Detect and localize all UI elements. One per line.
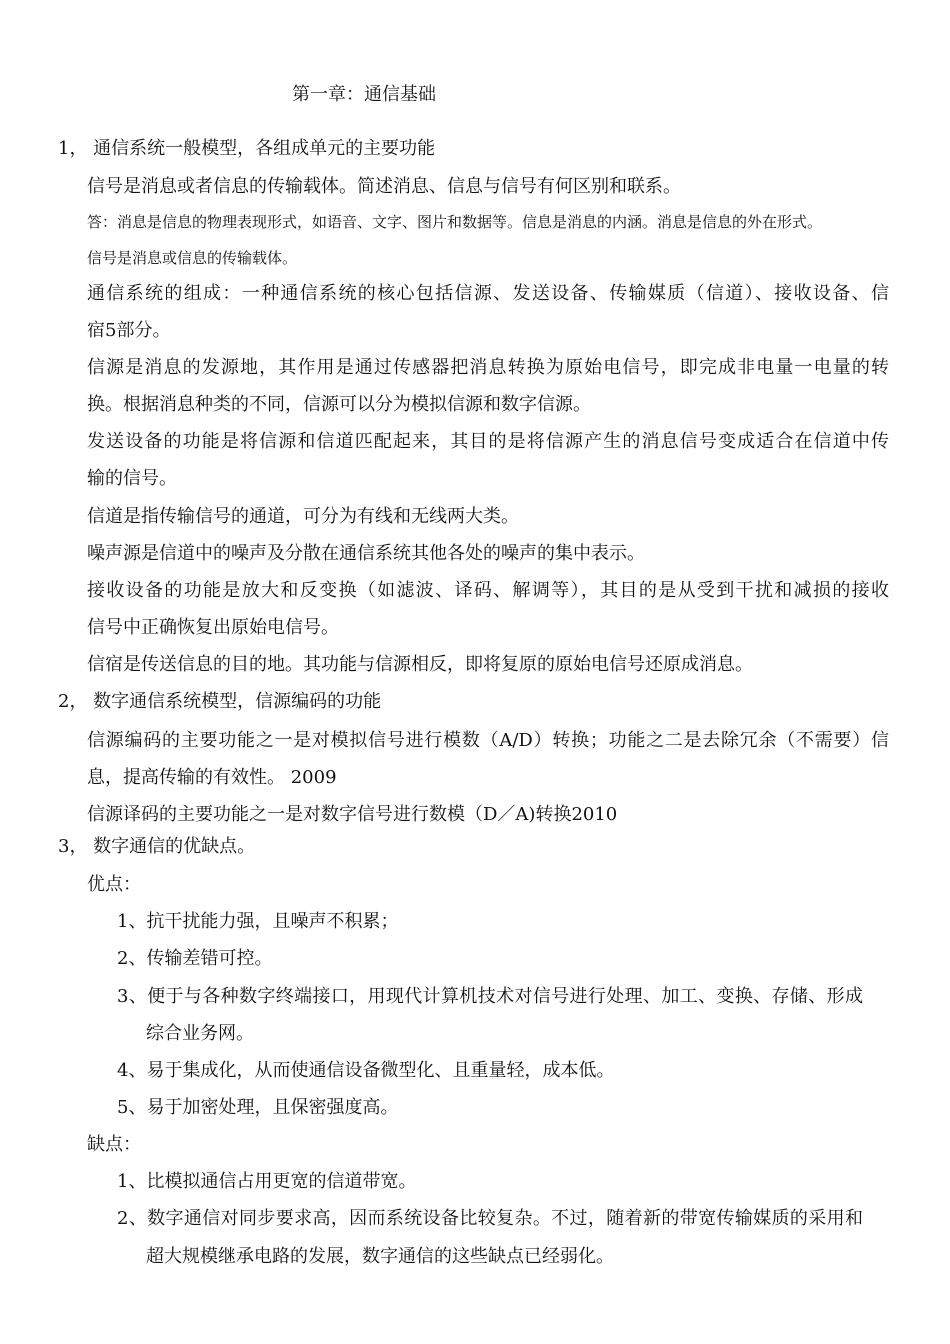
advantage-item-continuation: 综合业务网。 (146, 1023, 254, 1044)
advantage-item: 5、易于加密处理，且保密强度高。 (117, 1097, 399, 1118)
paragraph-line: 宿5部分。 (87, 320, 171, 341)
paragraph-line: 通信系统的组成：一种通信系统的核心包括信源、发送设备、传输媒质（信道）、接收设备、信 (87, 283, 889, 304)
section-heading-1: 1， 通信系统一般模型，各组成单元的主要功能 (58, 138, 436, 159)
advantage-item: 1、抗干扰能力强，且噪声不积累； (117, 911, 399, 932)
disadvantage-item: 1、比模拟通信占用更宽的信道带宽。 (117, 1171, 417, 1192)
page-title: 第一章：通信基础 (292, 84, 436, 105)
paragraph-line: 接收设备的功能是放大和反变换（如滤波、译码、解调等），其目的是从受到干扰和减损的接收 (87, 580, 889, 601)
paragraph-line: 换。根据消息种类的不同，信源可以分为模拟信源和数字信源。 (87, 394, 591, 415)
disadvantage-item-continuation: 超大规模继承电路的发展，数字通信的这些缺点已经弱化。 (146, 1246, 614, 1267)
paragraph-line: 息，提高传输的有效性。 2009 (87, 767, 337, 788)
paragraph-line: 信源是消息的发源地，其作用是通过传感器把消息转换为原始电信号，即完成非电量一电量的转 (87, 357, 889, 378)
paragraph-line: 信号中正确恢复出原始电信号。 (87, 617, 339, 638)
paragraph-line: 输的信号。 (87, 468, 177, 489)
paragraph-line: 发送设备的功能是将信源和信道匹配起来，其目的是将信源产生的消息信号变成适合在信道中传 (87, 431, 889, 452)
paragraph-line: 信源译码的主要功能之一是对数字信号进行数模（D／A)转换2010 (87, 804, 618, 825)
advantage-item: 3、便于与各种数字终端接口，用现代计算机技术对信号进行处理、加工、变换、存储、形成 (117, 986, 863, 1007)
paragraph-line: 信号是消息或者信息的传输载体。简述消息、信息与信号有何区别和联系。 (87, 176, 681, 197)
answer-line: 答：消息是信息的物理表现形式，如语音、文字、图片和数据等。信息是消息的内涵。消息是信息的外在形式。 (87, 213, 823, 231)
paragraph-line: 噪声源是信道中的噪声及分散在通信系统其他各处的噪声的集中表示。 (87, 543, 645, 564)
advantage-item: 2、传输差错可控。 (117, 948, 273, 969)
advantages-label: 优点： (87, 874, 141, 895)
answer-line: 信号是消息或信息的传输载体。 (87, 249, 298, 267)
section-heading-3: 3， 数字通信的优缺点。 (58, 836, 256, 857)
advantage-item: 4、易于集成化，从而使通信设备微型化、且重量轻，成本低。 (117, 1060, 615, 1081)
paragraph-line: 信道是指传输信号的通道，可分为有线和无线两大类。 (87, 506, 519, 527)
section-heading-2: 2， 数字通信系统模型，信源编码的功能 (58, 691, 382, 712)
paragraph-line: 信宿是传送信息的目的地。其功能与信源相反，即将复原的原始电信号还原成消息。 (87, 654, 753, 675)
disadvantages-label: 缺点： (87, 1134, 141, 1155)
disadvantage-item: 2、数字通信对同步要求高，因而系统设备比较复杂。不过，随着新的带宽传输媒质的采用和 (117, 1208, 863, 1229)
paragraph-line: 信源编码的主要功能之一是对模拟信号进行模数（A/D）转换；功能之二是去除冗余（不需要）信 (87, 730, 889, 751)
